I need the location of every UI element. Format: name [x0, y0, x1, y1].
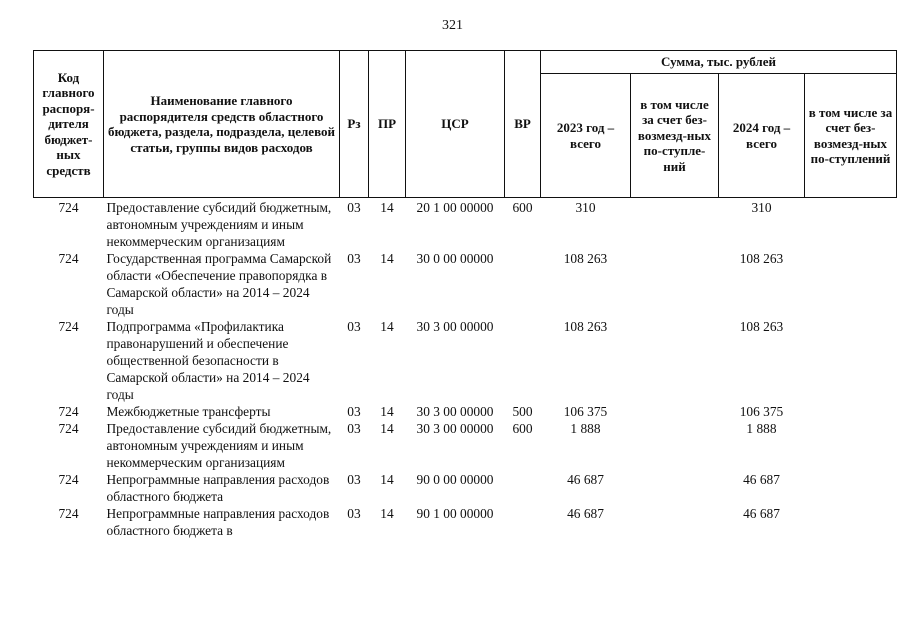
table-row: [34, 420, 897, 471]
cell-code: 724: [58, 421, 79, 436]
cell-name: Предоставление субсидий бюджетным, автономным учреждениям и иным некоммерческим организациям: [106, 200, 332, 249]
cell-pr: 14: [380, 404, 394, 419]
header-2024-grants: в том числе за счет без-возмезд-ных по-ступлений: [805, 74, 897, 198]
cell-2024-grants: [805, 198, 897, 251]
cell-name: Непрограммные направления расходов областного бюджета в: [106, 506, 330, 538]
header-rz: Рз: [340, 51, 369, 198]
cell-2024-total: 1 888: [746, 421, 777, 436]
cell-2024-grants: [805, 505, 897, 539]
header-sum-group: Сумма, тыс. рублей: [541, 51, 897, 74]
cell-2024-total: 46 687: [743, 506, 780, 521]
cell-2024-total: 108 263: [739, 319, 784, 334]
table-row: [34, 505, 897, 539]
cell-2023-total: 108 263: [563, 319, 608, 334]
cell-vr: 600: [512, 200, 533, 215]
header-pr: ПР: [369, 51, 406, 198]
cell-2023-total: 106 375: [563, 404, 608, 419]
table-body: [34, 198, 897, 540]
table-row: [34, 250, 897, 318]
cell-rz: 03: [347, 319, 361, 334]
cell-csr: 30 0 00 00000: [416, 251, 494, 266]
cell-name: Предоставление субсидий бюджетным, автономным учреждениям и иным некоммерческим организациям: [106, 421, 332, 470]
cell-2023-total: 46 687: [567, 506, 604, 521]
cell-csr: 30 3 00 00000: [416, 319, 494, 334]
cell-vr: [505, 250, 541, 318]
header-2024-total: 2024 год – всего: [719, 74, 805, 198]
table-row: [34, 403, 897, 420]
table-header: [34, 51, 897, 198]
cell-pr: 14: [380, 319, 394, 334]
cell-code: 724: [58, 506, 79, 521]
table-row: [34, 198, 897, 251]
cell-vr: [505, 471, 541, 505]
cell-code: 724: [58, 200, 79, 215]
cell-pr: 14: [380, 421, 394, 436]
cell-2023-total: 108 263: [563, 251, 608, 266]
cell-code: 724: [58, 472, 79, 487]
cell-pr: 14: [380, 251, 394, 266]
header-name: Наименование главного распорядителя средств областного бюджета, раздела, подраздела, целевой статьи, группы видов расходов: [104, 51, 340, 198]
cell-rz: 03: [347, 506, 361, 521]
cell-code: 724: [58, 319, 79, 334]
cell-2024-grants: [805, 403, 897, 420]
cell-csr: 30 3 00 00000: [416, 421, 494, 436]
cell-code: 724: [58, 251, 79, 266]
cell-csr: 20 1 00 00000: [416, 200, 494, 215]
cell-2023-total: 46 687: [567, 472, 604, 487]
cell-vr: [505, 505, 541, 539]
cell-pr: 14: [380, 506, 394, 521]
cell-rz: 03: [347, 200, 361, 215]
cell-2023-total: 310: [575, 200, 596, 215]
cell-2023-grants: [631, 318, 719, 403]
cell-name: Подпрограмма «Профилактика правонарушений и обеспечение общественной безопасности в Самарской области» на 2014 – 2024 годы: [106, 319, 310, 402]
header-vr: ВР: [505, 51, 541, 198]
cell-vr: [505, 318, 541, 403]
cell-2023-grants: [631, 471, 719, 505]
cell-2023-grants: [631, 198, 719, 251]
header-2023-grants: в том числе за счет без-возмезд-ных по-ступле-ний: [631, 74, 719, 198]
cell-2024-total: 106 375: [739, 404, 784, 419]
cell-2023-grants: [631, 403, 719, 420]
table-row: [34, 471, 897, 505]
header-code: Код главного распоря-дителя бюджет-ных средств: [34, 51, 104, 198]
cell-2023-grants: [631, 505, 719, 539]
cell-2024-total: 108 263: [739, 251, 784, 266]
cell-2023-total: 1 888: [570, 421, 601, 436]
cell-2024-total: 310: [751, 200, 772, 215]
header-2023-total: 2023 год – всего: [541, 74, 631, 198]
cell-2024-total: 46 687: [743, 472, 780, 487]
cell-pr: 14: [380, 472, 394, 487]
table-row: [34, 318, 897, 403]
cell-vr: 600: [512, 421, 533, 436]
cell-csr: 90 0 00 00000: [416, 472, 494, 487]
cell-rz: 03: [347, 472, 361, 487]
budget-table: [33, 50, 897, 539]
cell-name: Непрограммные направления расходов областного бюджета: [106, 472, 330, 504]
cell-rz: 03: [347, 251, 361, 266]
cell-csr: 30 3 00 00000: [416, 404, 494, 419]
cell-2024-grants: [805, 318, 897, 403]
cell-vr: 500: [512, 404, 533, 419]
cell-name: Государственная программа Самарской области «Обеспечение правопорядка в Самарской области» на 2014 – 2024 годы: [106, 251, 332, 317]
cell-2024-grants: [805, 420, 897, 471]
cell-2024-grants: [805, 250, 897, 318]
cell-rz: 03: [347, 421, 361, 436]
header-csr: ЦСР: [406, 51, 505, 198]
cell-csr: 90 1 00 00000: [416, 506, 494, 521]
cell-rz: 03: [347, 404, 361, 419]
cell-2023-grants: [631, 250, 719, 318]
cell-2023-grants: [631, 420, 719, 471]
cell-name: Межбюджетные трансферты: [106, 404, 271, 419]
page-number: 321: [442, 18, 463, 33]
cell-code: 724: [58, 404, 79, 419]
cell-2024-grants: [805, 471, 897, 505]
cell-pr: 14: [380, 200, 394, 215]
